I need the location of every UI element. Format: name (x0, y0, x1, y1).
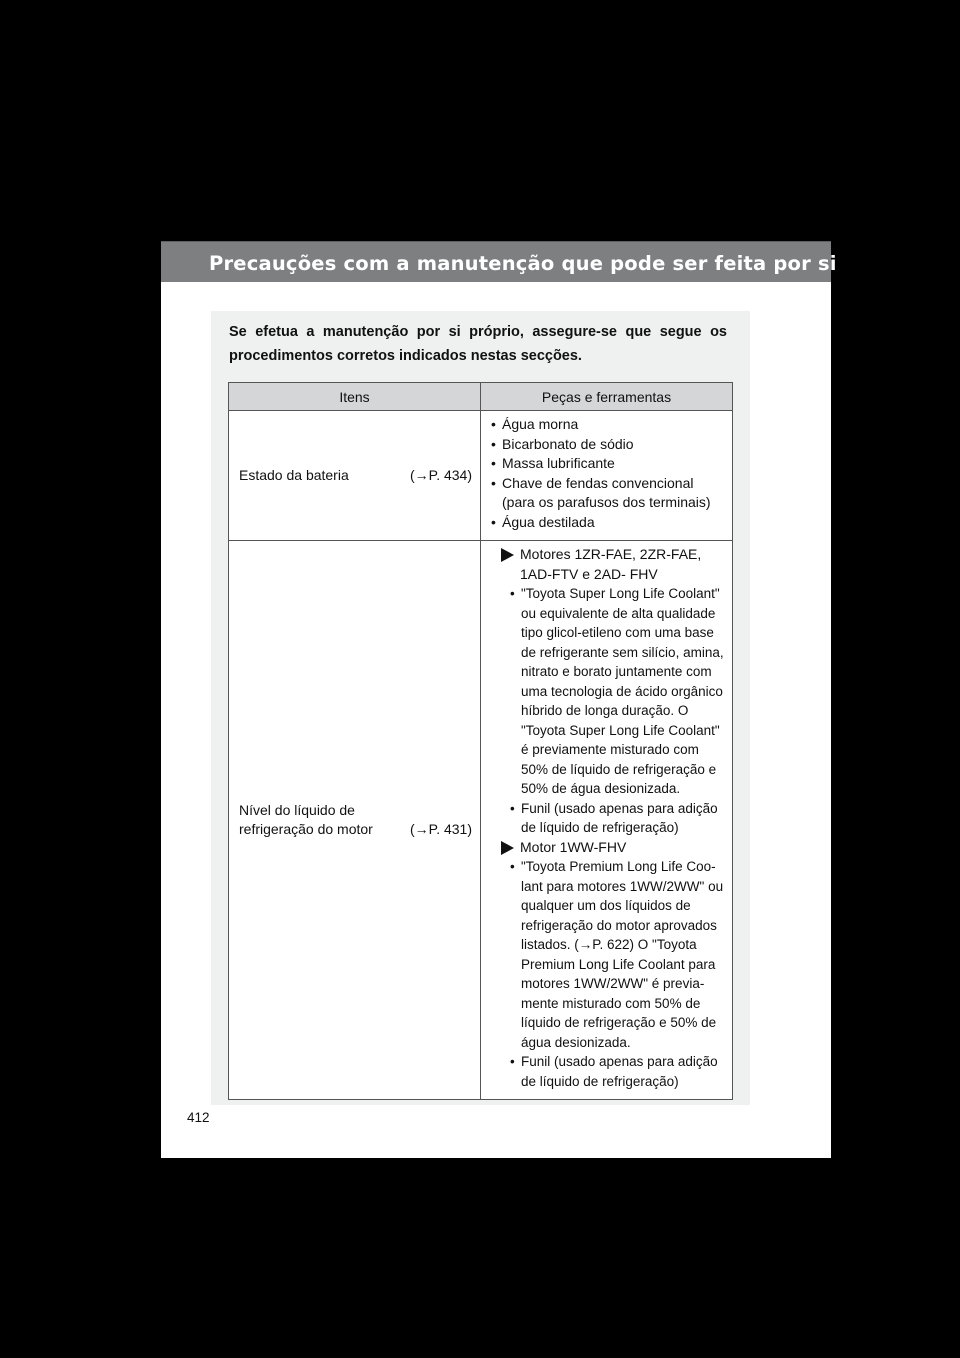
battery-item-cell (229, 411, 481, 541)
maintenance-table (228, 382, 733, 1100)
caution-box (211, 311, 750, 1105)
coolant-page-ref: (→P. 431) (410, 821, 472, 837)
list-item: • "Toyota Super Long Life Coolant" ou equivalente de alta qualidade tipo glicol-etileno com uma base de refrigerante sem silício, amina, nitrato e borato juntamente com uma tecnologia de ácido orgânico híbrido de longa duração. O "Toyota Super Long Life Coolant" é previamente misturado com 50% de líquido de refrigeração e 50% de água desionizada. (491, 584, 728, 799)
triangle-marker-icon (501, 548, 514, 562)
engine-group-1-title: Motores 1ZR-FAE, 2ZR-FAE, 1AD-FTV e 2AD- FHV (520, 546, 702, 582)
battery-page-ref: (→P. 434) (410, 466, 472, 483)
list-item: • Massa lubrificante (491, 454, 728, 474)
list-item: • Água morna (491, 415, 728, 435)
intro-text: Se efetua a manutenção por si próprio, assegure-se que segue os procedimentos corretos indicados nestas secções. (229, 324, 727, 364)
manual-page (161, 241, 837, 1158)
list-item: • Água destilada (491, 513, 728, 533)
engine-group-2-title: Motor 1WW-FHV (520, 838, 627, 855)
list-item: • Bicarbonato de sódio (491, 435, 728, 455)
header-items: Itens (229, 383, 481, 411)
coolant-item-cell (229, 541, 481, 1100)
table-row-coolant (229, 541, 733, 1100)
list-item: • Funil (usado apenas para adição de líquido de refrigeração) (491, 799, 728, 838)
triangle-marker-icon (501, 841, 514, 855)
engine-group-2 (491, 838, 728, 858)
engine-group-1 (491, 545, 728, 584)
battery-item-label: Estado da bateria (239, 466, 349, 483)
coolant-item-label-line2: refrigeração do motor (239, 821, 373, 837)
header-parts: Peças e ferramentas (481, 383, 733, 411)
table-row-battery (229, 411, 733, 541)
list-item: • Funil (usado apenas para adição de líquido de refrigeração) (491, 1052, 728, 1091)
table-header-row (229, 383, 733, 411)
battery-parts-cell (481, 411, 733, 541)
section-title: Precauções com a manutenção que pode ser feita por si (209, 252, 837, 275)
coolant-parts-cell (481, 541, 733, 1100)
list-item: • Chave de fendas convencional (para os parafusos dos terminais) (491, 474, 728, 513)
section-header-bar (161, 241, 837, 282)
coolant-item-label-line1: Nível do líquido de (239, 801, 355, 818)
list-item: • "Toyota Premium Long Life Coo-lant para motores 1WW/2WW" ou qualquer um dos líquidos de refrigeração do motor aprovados listados. (→P. 622) O "Toyota Premium Long Life Coolant para motores 1WW/2WW" é previa-mente misturado com 50% de líquido de refrigeração e 50% de água desionizada. (491, 857, 728, 1052)
page-number: 412 (187, 1110, 210, 1125)
